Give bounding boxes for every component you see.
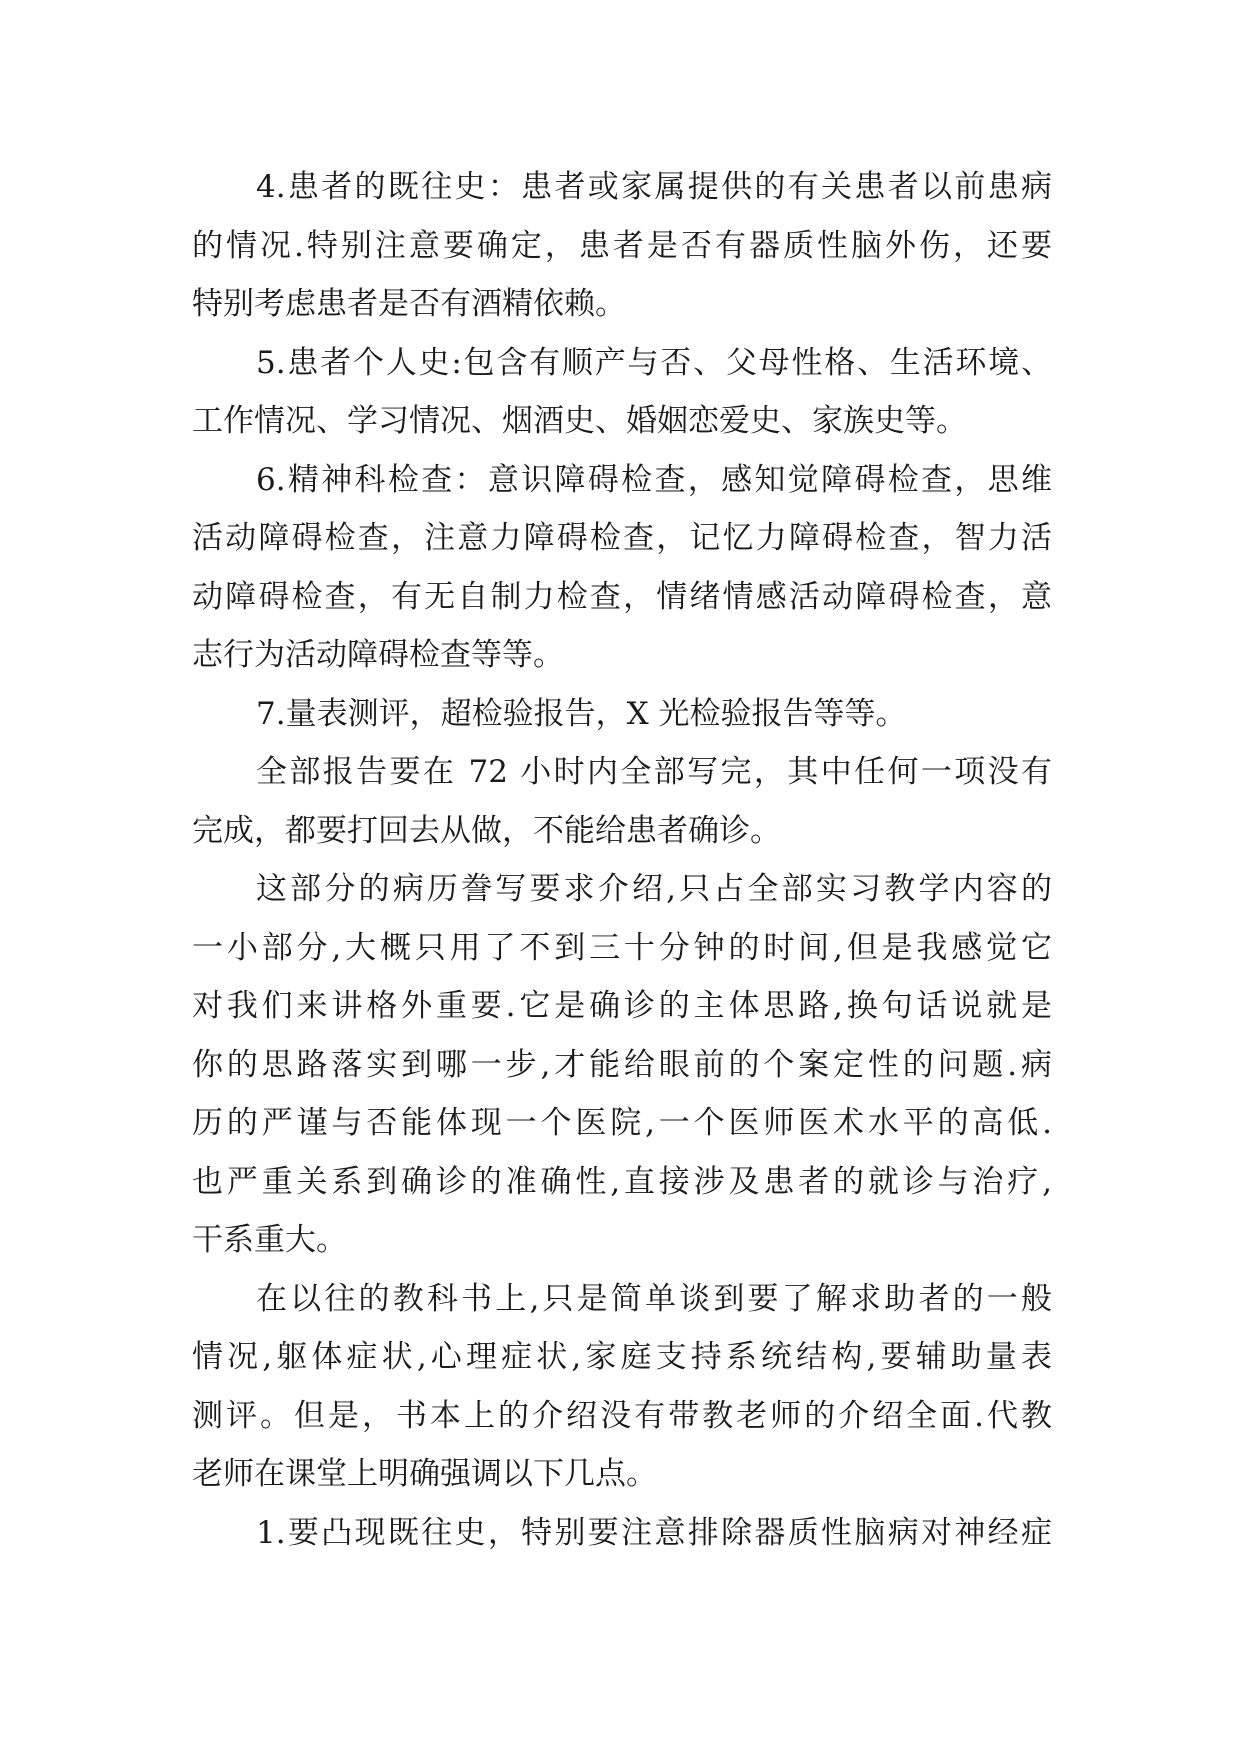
- text-line: 1.要凸现既往史，特别要注意排除器质性脑病对神经症: [256, 1514, 1052, 1551]
- text-line: 7.量表测评，超检验报告，X 光检验报告等等。: [256, 695, 907, 732]
- text-line: 5.患者个人史:包含有顺产与否、父母性格、生活环境、: [256, 344, 1052, 381]
- text-line: 全部报告要在 72 小时内全部写完，其中任何一项没有: [256, 754, 1052, 790]
- text-line: 也严重关系到确诊的准确性,直接涉及患者的就诊与治疗,: [192, 1163, 1052, 1200]
- text-line: 对我们来讲格外重要.它是确诊的主体思路,换句话说就是: [192, 988, 1052, 1024]
- text-line: 你的思路落实到哪一步,才能给眼前的个案定性的问题.病: [192, 1046, 1052, 1083]
- text-line: 的情况.特别注意要确定，患者是否有器质性脑外伤，还要: [192, 227, 1052, 264]
- text-line: 完成，都要打回去从做，不能给患者确诊。: [192, 812, 781, 849]
- text-line: 测评。但是，书本上的介绍没有带教老师的介绍全面.代教: [192, 1397, 1052, 1434]
- text-line: 干系重大。: [192, 1222, 347, 1258]
- text-line: 特别考虑患者是否有酒精依赖。: [192, 286, 626, 322]
- document-body: [192, 158, 1052, 1562]
- text-line: 这部分的病历誊写要求介绍,只占全部实习教学内容的: [256, 871, 1052, 907]
- text-line: 志行为活动障碍检查等等。: [192, 637, 564, 673]
- text-line: 动障碍检查，有无自制力检查，情绪情感活动障碍检查，意: [192, 578, 1052, 615]
- text-line: 一小部分,大概只用了不到三十分钟的时间,但是我感觉它: [192, 929, 1052, 966]
- text-line: 4.患者的既往史：患者或家属提供的有关患者以前患病: [256, 169, 1052, 205]
- text-line: 活动障碍检查，注意力障碍检查，记忆力障碍检查，智力活: [192, 520, 1052, 556]
- text-line: 情况,躯体症状,心理症状,家庭支持系统结构,要辅助量表: [192, 1339, 1052, 1375]
- text-line: 6.精神科检查：意识障碍检查，感知觉障碍检查，思维: [256, 461, 1052, 498]
- text-line: 在以往的教科书上,只是简单谈到要了解求助者的一般: [256, 1280, 1052, 1317]
- text-line: 工作情况、学习情况、烟酒史、婚姻恋爱史、家族史等。: [192, 403, 967, 439]
- text-line: 老师在课堂上明确强调以下几点。: [192, 1456, 657, 1492]
- text-line: 历的严谨与否能体现一个医院,一个医师医术水平的高低.: [192, 1105, 1052, 1141]
